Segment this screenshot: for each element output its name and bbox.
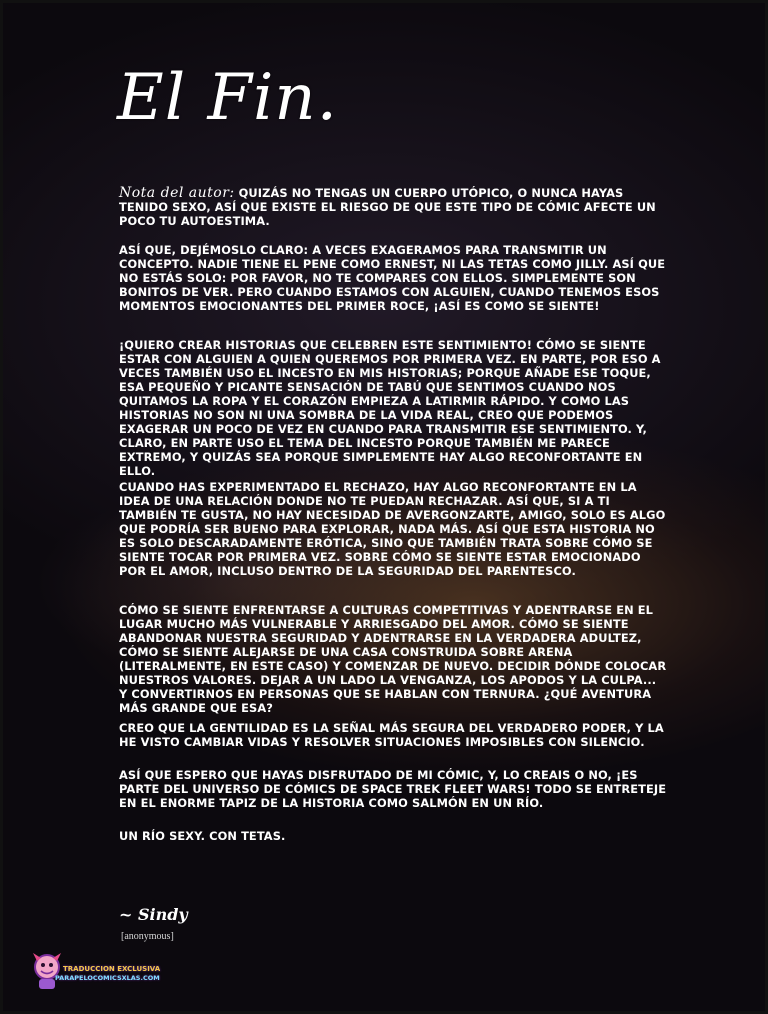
mascot-icon bbox=[29, 951, 65, 991]
watermark-line-2: PARAPELOCOMICSXLAS.COM bbox=[55, 974, 160, 982]
paragraph-2: ¡QUIERO CREAR HISTORIAS QUE CELEBREN ESTE SENTIMIENTO! CÓMO SE SIENTE ESTAR CON ALGUIEN A QUIEN QUEREMOS POR PRIMERA VEZ. EN PARTE, POR ESO A VECES TAMBIÉN USO EL INCESTO EN MIS HISTORIAS; PORQUE AÑADE ESE TOQUE, ESA PEQUEÑO Y PICANTE SENSACIÓN DE TABÚ QUE SENTIMOS CUANDO NOS QUITAMOS LA ROPA Y EL CORAZÓN EMPIEZA A LATIRMIR RÁPIDO. Y COMO LAS HISTORIAS NO SON NI UNA SOMBRA DE LA VIDA REAL, CREO QUE PODEMOS EXAGERAR UN POCO DE VEZ EN CUANDO PARA TRANSMITIR ESE SENTIMIENTO. Y, CLARO, EN PARTE USO EL TEMA DEL INCESTO PORQUE TAMBIÉN ME PARECE EXTREMO, Y QUIZÁS SEA PORQUE SIMPLEMENTE HAY ALGO RECONFORTANTE EN ELLO. bbox=[119, 338, 661, 478]
translation-watermark bbox=[25, 949, 161, 997]
paragraph-1: ASÍ QUE, DEJÉMOSLO CLARO: A VECES EXAGERAMOS PARA TRANSMITIR UN CONCEPTO. NADIE TIENE EL PENE COMO ERNEST, NI LAS TETAS COMO JILLY. ASÍ QUE NO ESTÁS SOLO: POR FAVOR, NO TE COMPARES CON ELLOS. SIMPLEMENTE SON BONITOS DE VER. PERO CUANDO ESTAMOS CON ALGUIEN, CUANDO TENEMOS ESOS MOMENTOS EMOCIONANTES DEL PRIMER ROCE, ¡ASÍ ES COMO SE SIENTE! bbox=[119, 243, 666, 313]
paragraph-5: CREO QUE LA GENTILIDAD ES LA SEÑAL MÁS SEGURA DEL VERDADERO PODER, Y LA HE VISTO CAMBIAR VIDAS Y RESOLVER SITUACIONES IMPOSIBLES CON SILENCIO. bbox=[119, 721, 664, 749]
watermark-line-1: TRADUCCION EXCLUSIVA bbox=[63, 965, 161, 973]
paragraph-3: CUANDO HAS EXPERIMENTADO EL RECHAZO, HAY ALGO RECONFORTANTE EN LA IDEA DE UNA RELACIÓN DONDE NO TE PUEDAN RECHAZAR. ASÍ QUE, SI A TI TAMBIÉN TE GUSTA, NO HAY NECESIDAD DE AVERGONZARTE, AMIGO, SOLO ES ALGO QUE PODRÍA SER BUENO PARA EXPLORAR, NADA MÁS. ASÍ QUE ESTA HISTORIA NO ES SOLO DESCARADAMENTE ERÓTICA, SINO QUE TAMBIÉN TRATA SOBRE CÓMO SE SIENTE TOCAR POR PRIMERA VEZ. SOBRE CÓMO SE SIENTE ESTAR EMOCIONADO POR EL AMOR, INCLUSO DENTRO DE LA SEGURIDAD DEL PARENTESCO. bbox=[119, 480, 666, 578]
author-signature: ~ Sindy bbox=[119, 905, 188, 924]
paragraph-6: ASÍ QUE ESPERO QUE HAYAS DISFRUTADO DE MI CÓMIC, Y, LO CREAIS O NO, ¡ES PARTE DEL UNIVERSO DE CÓMICS DE SPACE TREK FLEET WARS! TODO SE ENTRETEJE EN EL ENORME TAPIZ DE LA HISTORIA COMO SALMÓN EN UN RÍO. bbox=[119, 768, 667, 810]
author-note-label: Nota del autor: bbox=[119, 185, 235, 201]
page-title: El Fin. bbox=[117, 61, 338, 135]
author-note-intro bbox=[119, 186, 667, 228]
paragraph-7: UN RÍO SEXY. CON TETAS. bbox=[119, 829, 286, 843]
author-credit: [anonymous] bbox=[121, 931, 174, 942]
author-note-text: QUIZÁS NO TENGAS UN CUERPO UTÓPICO, O NUNCA HAYAS TENIDO SEXO, ASÍ QUE EXISTE EL RIESGO DE QUE ESTE TIPO DE CÓMIC AFECTE UN POCO TU AUTOESTIMA. bbox=[119, 186, 656, 228]
paragraph-4: CÓMO SE SIENTE ENFRENTARSE A CULTURAS COMPETITIVAS Y ADENTRARSE EN EL LUGAR MUCHO MÁS VULNERABLE Y ARRIESGADO DEL AMOR. CÓMO SE SIENTE ABANDONAR NUESTRA SEGURIDAD Y ADENTRARSE EN LA VERDADERA ADULTEZ, CÓMO SE SIENTE ALEJARSE DE UNA CASA CONSTRUIDA SOBRE ARENA (LITERALMENTE, EN ESTE CASO) Y COMENZAR DE NUEVO. DECIDIR DÓNDE COLOCAR NUESTROS VALORES. DEJAR A UN LADO LA VENGANZA, LOS APODOS Y LA CULPA... Y CONVERTIRNOS EN PERSONAS QUE SE HABLAN CON TERNURA. ¿QUÉ AVENTURA MÁS GRANDE QUE ESA? bbox=[119, 603, 667, 715]
